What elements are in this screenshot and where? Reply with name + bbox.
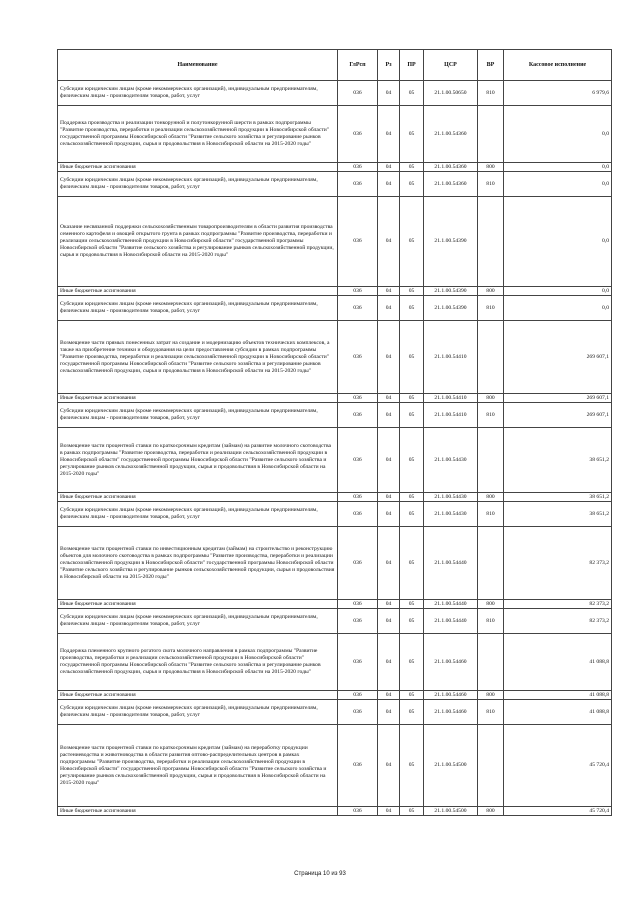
cell-csr: 21.1.00.54360 bbox=[424, 172, 478, 197]
table-row bbox=[58, 287, 612, 296]
cell-grbs: 036 bbox=[338, 197, 378, 287]
cell-rz: 04 bbox=[378, 428, 400, 493]
cell-amount: 82 373,2 bbox=[504, 600, 612, 609]
cell-rz: 04 bbox=[378, 493, 400, 502]
table-row bbox=[58, 527, 612, 600]
cell-csr: 21.1.00.54410 bbox=[424, 403, 478, 428]
cell-csr: 21.1.00.54360 bbox=[424, 106, 478, 163]
cell-csr: 21.1.00.54500 bbox=[424, 725, 478, 807]
cell-vr: 810 bbox=[478, 81, 504, 106]
cell-rz: 04 bbox=[378, 296, 400, 321]
header-pr: ПР bbox=[400, 50, 424, 81]
table-row bbox=[58, 296, 612, 321]
cell-pr: 05 bbox=[400, 394, 424, 403]
cell-name: Субсидии юридическим лицам (кроме некоммерческих организаций), индивидуальным предпринимателям, физическим лицам - производителям товаров, работ, услуг bbox=[58, 502, 338, 527]
cell-name: Поддержка производства и реализации тонкорунной и полутонкорунной шерсти в рамках подпрограммы "Развитие производства, переработки и реализации сельскохозяйственной продукции в Новосибирской области" государственной программы Новосибирской области "Развитие сельского хозяйства и регулирование рынков сельскохозяйственной продукции, сырья и продовольствия в Новосибирской области на 2015-2020 годы" bbox=[58, 106, 338, 163]
table-row bbox=[58, 634, 612, 691]
cell-vr: 800 bbox=[478, 287, 504, 296]
table-row bbox=[58, 172, 612, 197]
cell-vr: 800 bbox=[478, 493, 504, 502]
cell-grbs: 036 bbox=[338, 600, 378, 609]
cell-rz: 04 bbox=[378, 725, 400, 807]
cell-pr: 05 bbox=[400, 725, 424, 807]
cell-grbs: 036 bbox=[338, 807, 378, 816]
table-row bbox=[58, 428, 612, 493]
cell-amount: 0,0 bbox=[504, 106, 612, 163]
cell-rz: 04 bbox=[378, 691, 400, 700]
cell-vr: 800 bbox=[478, 163, 504, 172]
cell-pr: 05 bbox=[400, 296, 424, 321]
cell-csr: 21.1.00.54440 bbox=[424, 609, 478, 634]
header-grbs: ГлРсп bbox=[338, 50, 378, 81]
table-row bbox=[58, 807, 612, 816]
cell-name: Возмещение части процентной ставки по краткосрочным кредитам (займам) на переработку продукции растениеводства и животноводства в области развития оптово-распределительных центров в рамках подпрограммы "Развитие производства, переработки и реализации сельскохозяйственной продукции в Новосибирской области" государственной программы Новосибирской области "Развитие сельского хозяйства и регулирование рынков сельскохозяйственной продукции, сырья и продовольствия в Новосибирской области на 2015-2020 годы" bbox=[58, 725, 338, 807]
cell-pr: 05 bbox=[400, 428, 424, 493]
cell-pr: 05 bbox=[400, 807, 424, 816]
cell-rz: 04 bbox=[378, 321, 400, 394]
cell-csr: 21.1.00.54410 bbox=[424, 321, 478, 394]
cell-pr: 05 bbox=[400, 634, 424, 691]
header-rz: Рз bbox=[378, 50, 400, 81]
cell-amount: 269 607,1 bbox=[504, 321, 612, 394]
page-number: Страница 10 из 93 bbox=[294, 871, 346, 877]
cell-grbs: 036 bbox=[338, 172, 378, 197]
cell-rz: 04 bbox=[378, 106, 400, 163]
cell-rz: 04 bbox=[378, 403, 400, 428]
table-row bbox=[58, 403, 612, 428]
cell-grbs: 036 bbox=[338, 296, 378, 321]
cell-vr: 810 bbox=[478, 403, 504, 428]
cell-amount: 269 607,1 bbox=[504, 394, 612, 403]
cell-rz: 04 bbox=[378, 287, 400, 296]
cell-vr bbox=[478, 725, 504, 807]
cell-vr bbox=[478, 527, 504, 600]
cell-grbs: 036 bbox=[338, 287, 378, 296]
cell-grbs: 036 bbox=[338, 700, 378, 725]
header-csr: ЦСР bbox=[424, 50, 478, 81]
cell-amount: 82 373,2 bbox=[504, 609, 612, 634]
cell-vr: 800 bbox=[478, 691, 504, 700]
cell-vr: 810 bbox=[478, 296, 504, 321]
cell-grbs: 036 bbox=[338, 106, 378, 163]
cell-csr: 21.1.00.54360 bbox=[424, 163, 478, 172]
cell-name: Возмещение части процентной ставки по краткосрочным кредитам (займам) на развитие молочного скотоводства в рамках подпрограммы "Развитие производства, переработки и реализации сельскохозяйственной продукции в Новосибирской области" государственной программы Новосибирской области "Развитие сельского хозяйства и регулирование рынков сельскохозяйственной продукции, сырья и продовольствия в Новосибирской области на 2015-2020 годы" bbox=[58, 428, 338, 493]
cell-name: Иные бюджетные ассигнования bbox=[58, 807, 338, 816]
cell-vr: 800 bbox=[478, 807, 504, 816]
cell-grbs: 036 bbox=[338, 609, 378, 634]
cell-csr: 21.1.00.54440 bbox=[424, 600, 478, 609]
cell-csr: 21.1.00.54390 bbox=[424, 197, 478, 287]
cell-pr: 05 bbox=[400, 700, 424, 725]
cell-amount: 45 720,4 bbox=[504, 807, 612, 816]
cell-rz: 04 bbox=[378, 527, 400, 600]
table-row bbox=[58, 197, 612, 287]
cell-amount: 38 651,2 bbox=[504, 493, 612, 502]
cell-amount: 269 607,1 bbox=[504, 403, 612, 428]
cell-vr: 800 bbox=[478, 600, 504, 609]
cell-pr: 05 bbox=[400, 321, 424, 394]
cell-vr bbox=[478, 321, 504, 394]
cell-name: Поддержка племенного крупного рогатого скота молочного направления в рамках подпрограммы "Развитие производства, переработки и реализации сельскохозяйственной продукции в Новосибирской области" государственной программы Новосибирской области "Развитие сельского хозяйства и регулирование рынков сельскохозяйственной продукции, сырья и продовольствия в Новосибирской области на 2015-2020 годы" bbox=[58, 634, 338, 691]
cell-name: Субсидии юридическим лицам (кроме некоммерческих организаций), индивидуальным предпринимателям, физическим лицам - производителям товаров, работ, услуг bbox=[58, 609, 338, 634]
cell-vr: 810 bbox=[478, 502, 504, 527]
cell-name: Иные бюджетные ассигнования bbox=[58, 600, 338, 609]
cell-grbs: 036 bbox=[338, 502, 378, 527]
cell-grbs: 036 bbox=[338, 394, 378, 403]
cell-vr: 810 bbox=[478, 609, 504, 634]
cell-amount: 41 088,8 bbox=[504, 700, 612, 725]
cell-amount: 82 373,2 bbox=[504, 527, 612, 600]
cell-rz: 04 bbox=[378, 502, 400, 527]
cell-amount: 0,0 bbox=[504, 172, 612, 197]
cell-pr: 05 bbox=[400, 502, 424, 527]
cell-name: Иные бюджетные ассигнования bbox=[58, 287, 338, 296]
header-name: Наименование bbox=[58, 50, 338, 81]
cell-rz: 04 bbox=[378, 163, 400, 172]
cell-rz: 04 bbox=[378, 197, 400, 287]
table-row bbox=[58, 725, 612, 807]
cell-vr bbox=[478, 197, 504, 287]
cell-amount: 0,0 bbox=[504, 163, 612, 172]
cell-amount: 41 088,8 bbox=[504, 691, 612, 700]
cell-amount: 0,0 bbox=[504, 197, 612, 287]
table-row bbox=[58, 493, 612, 502]
table-row bbox=[58, 609, 612, 634]
header-vr: ВР bbox=[478, 50, 504, 81]
cell-vr bbox=[478, 428, 504, 493]
cell-grbs: 036 bbox=[338, 725, 378, 807]
cell-rz: 04 bbox=[378, 700, 400, 725]
cell-grbs: 036 bbox=[338, 321, 378, 394]
cell-csr: 21.1.00.54440 bbox=[424, 527, 478, 600]
cell-name: Иные бюджетные ассигнования bbox=[58, 394, 338, 403]
cell-amount: 45 720,4 bbox=[504, 725, 612, 807]
cell-vr: 810 bbox=[478, 172, 504, 197]
table-row bbox=[58, 600, 612, 609]
cell-csr: 21.1.00.54390 bbox=[424, 296, 478, 321]
cell-pr: 05 bbox=[400, 600, 424, 609]
cell-name: Оказание несвязанной поддержки сельскохозяйственным товаропроизводителям в области развития производства семенного картофеля и овощей открытого грунта в рамках подпрограммы "Развитие производства, переработки и реализации сельскохозяйственной продукции в Новосибирской области" государственной программы Новосибирской области "Развитие сельского хозяйства и регулирование рынков сельскохозяйственной продукции, сырья и продовольствия в Новосибирской области на 2015-2020 годы" bbox=[58, 197, 338, 287]
table-row bbox=[58, 321, 612, 394]
cell-name: Субсидии юридическим лицам (кроме некоммерческих организаций), индивидуальным предпринимателям, физическим лицам - производителям товаров, работ, услуг bbox=[58, 700, 338, 725]
cell-grbs: 036 bbox=[338, 403, 378, 428]
cell-pr: 05 bbox=[400, 197, 424, 287]
table-header-row bbox=[58, 50, 612, 81]
cell-pr: 05 bbox=[400, 287, 424, 296]
cell-vr bbox=[478, 634, 504, 691]
cell-csr: 21.1.00.54390 bbox=[424, 287, 478, 296]
cell-grbs: 036 bbox=[338, 163, 378, 172]
cell-amount: 0,0 bbox=[504, 287, 612, 296]
cell-csr: 21.1.00.54460 bbox=[424, 634, 478, 691]
cell-pr: 05 bbox=[400, 527, 424, 600]
cell-rz: 04 bbox=[378, 600, 400, 609]
cell-vr bbox=[478, 106, 504, 163]
cell-amount: 6 979,6 bbox=[504, 81, 612, 106]
cell-csr: 21.1.00.54500 bbox=[424, 807, 478, 816]
cell-pr: 05 bbox=[400, 691, 424, 700]
cell-pr: 05 bbox=[400, 609, 424, 634]
cell-vr: 800 bbox=[478, 394, 504, 403]
cell-pr: 05 bbox=[400, 106, 424, 163]
table-row bbox=[58, 106, 612, 163]
cell-name: Возмещение части прямых понесенных затрат на создание и модернизацию объектов технических комплексов, а также на приобретение техники и оборудования на цели предоставления субсидии в рамках подпрограммы "Развитие производства, переработки и реализации сельскохозяйственной продукции в Новосибирской области" государственной программы Новосибирской области "Развитие сельского хозяйства и регулирование рынков сельскохозяйственной продукции, сырья и продовольствия в Новосибирской области на 2015-2020 годы" bbox=[58, 321, 338, 394]
cell-name: Субсидии юридическим лицам (кроме некоммерческих организаций), индивидуальным предпринимателям, физическим лицам - производителям товаров, работ, услуг bbox=[58, 403, 338, 428]
cell-rz: 04 bbox=[378, 81, 400, 106]
cell-grbs: 036 bbox=[338, 493, 378, 502]
budget-table bbox=[57, 49, 612, 816]
cell-grbs: 036 bbox=[338, 527, 378, 600]
cell-grbs: 036 bbox=[338, 428, 378, 493]
cell-grbs: 036 bbox=[338, 634, 378, 691]
cell-rz: 04 bbox=[378, 609, 400, 634]
cell-name: Иные бюджетные ассигнования bbox=[58, 493, 338, 502]
cell-csr: 21.1.00.54410 bbox=[424, 394, 478, 403]
table-row bbox=[58, 163, 612, 172]
cell-csr: 21.1.00.54460 bbox=[424, 691, 478, 700]
cell-csr: 21.1.00.54460 bbox=[424, 700, 478, 725]
cell-csr: 21.1.00.54430 bbox=[424, 493, 478, 502]
table-row bbox=[58, 691, 612, 700]
table-row bbox=[58, 700, 612, 725]
cell-grbs: 036 bbox=[338, 691, 378, 700]
table-row bbox=[58, 394, 612, 403]
cell-rz: 04 bbox=[378, 807, 400, 816]
header-amount: Кассовое исполнение bbox=[504, 50, 612, 81]
cell-name: Субсидии юридическим лицам (кроме некоммерческих организаций), индивидуальным предпринимателям, физическим лицам - производителям товаров, работ, услуг bbox=[58, 81, 338, 106]
cell-pr: 05 bbox=[400, 403, 424, 428]
cell-name: Субсидии юридическим лицам (кроме некоммерческих организаций), индивидуальным предпринимателям, физическим лицам - производителям товаров, работ, услуг bbox=[58, 296, 338, 321]
cell-name: Возмещение части процентной ставки по инвестиционным кредитам (займам) на строительство и реконструкцию объектов для молочного скотоводства в рамках подпрограммы "Развитие производства, переработки и реализации сельскохозяйственной продукции в Новосибирской области" государственной программы Новосибирской области "Развитие сельского хозяйства и регулирование рынков сельскохозяйственной продукции, сырья и продовольствия в Новосибирской области на 2015-2020 годы" bbox=[58, 527, 338, 600]
cell-rz: 04 bbox=[378, 172, 400, 197]
cell-csr: 21.1.00.54430 bbox=[424, 502, 478, 527]
cell-csr: 21.1.00.50650 bbox=[424, 81, 478, 106]
cell-vr: 810 bbox=[478, 700, 504, 725]
cell-rz: 04 bbox=[378, 394, 400, 403]
cell-pr: 05 bbox=[400, 493, 424, 502]
cell-name: Иные бюджетные ассигнования bbox=[58, 691, 338, 700]
cell-amount: 0,0 bbox=[504, 296, 612, 321]
table-row bbox=[58, 502, 612, 527]
cell-pr: 05 bbox=[400, 163, 424, 172]
cell-amount: 41 088,8 bbox=[504, 634, 612, 691]
cell-csr: 21.1.00.54430 bbox=[424, 428, 478, 493]
cell-name: Субсидии юридическим лицам (кроме некоммерческих организаций), индивидуальным предпринимателям, физическим лицам - производителям товаров, работ, услуг bbox=[58, 172, 338, 197]
cell-rz: 04 bbox=[378, 634, 400, 691]
cell-pr: 05 bbox=[400, 172, 424, 197]
cell-amount: 38 651,2 bbox=[504, 428, 612, 493]
cell-grbs: 036 bbox=[338, 81, 378, 106]
cell-name: Иные бюджетные ассигнования bbox=[58, 163, 338, 172]
table-row bbox=[58, 81, 612, 106]
cell-pr: 05 bbox=[400, 81, 424, 106]
cell-amount: 38 651,2 bbox=[504, 502, 612, 527]
